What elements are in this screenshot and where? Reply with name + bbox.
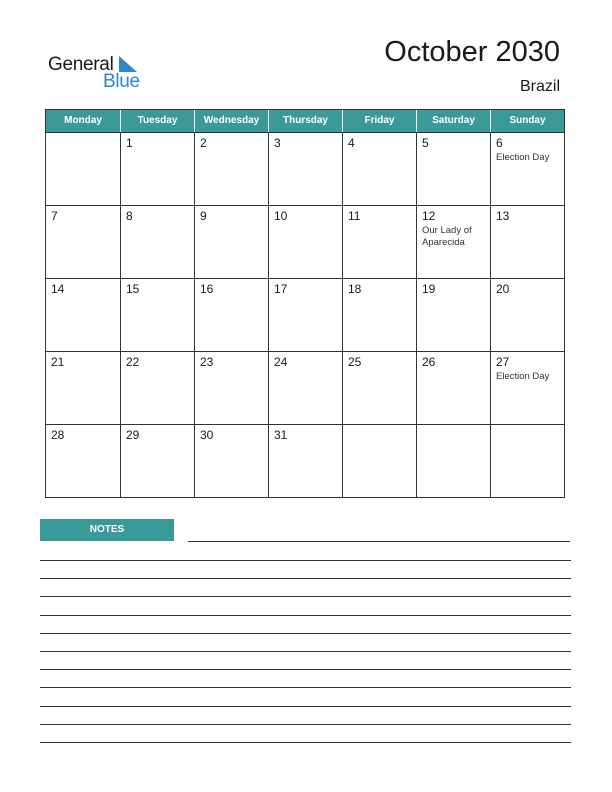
day-cell	[268, 424, 342, 497]
day-cell	[416, 205, 490, 278]
calendar-grid	[45, 109, 565, 498]
day-cell	[268, 278, 342, 351]
day-number: 22	[126, 355, 140, 369]
day-cell	[194, 205, 268, 278]
weekday-thursday: Thursday	[268, 110, 342, 132]
day-cell	[490, 351, 564, 424]
notes-line	[40, 633, 571, 634]
calendar-country: Brazil	[519, 78, 560, 95]
day-cell	[46, 351, 120, 424]
holiday-label: Our Lady of Aparecida	[422, 225, 472, 248]
day-number: 3	[274, 136, 281, 150]
weekday-tuesday: Tuesday	[120, 110, 194, 132]
day-cell	[46, 424, 120, 497]
day-cell	[342, 278, 416, 351]
day-cell	[46, 278, 120, 351]
notes-line	[40, 742, 571, 743]
day-number: 11	[348, 209, 361, 223]
day-cell	[120, 278, 194, 351]
day-number: 13	[496, 209, 510, 223]
day-cell	[490, 132, 564, 205]
day-number: 2	[200, 136, 207, 150]
day-cell	[268, 132, 342, 205]
day-number: 15	[126, 282, 140, 296]
day-number: 16	[200, 282, 214, 296]
day-number: 8	[126, 209, 133, 223]
weekday-monday: Monday	[64, 115, 102, 126]
day-cell	[120, 424, 194, 497]
notes-line	[40, 687, 571, 688]
general-blue-logo	[48, 54, 158, 94]
notes-line	[40, 706, 571, 707]
calendar-body	[46, 132, 564, 497]
day-cell	[490, 424, 564, 497]
day-number: 23	[200, 355, 214, 369]
day-number: 12	[422, 209, 436, 223]
day-cell	[268, 205, 342, 278]
day-number: 31	[274, 428, 288, 442]
day-cell	[342, 205, 416, 278]
notes-line	[40, 560, 571, 561]
day-cell	[416, 351, 490, 424]
weekday-saturday: Saturday	[416, 110, 490, 132]
day-cell	[416, 132, 490, 205]
day-cell	[194, 424, 268, 497]
logo-general-text: General	[48, 54, 114, 75]
notes-line	[40, 724, 571, 725]
notes-line	[40, 651, 571, 652]
day-number: 24	[274, 355, 288, 369]
day-cell	[194, 132, 268, 205]
holiday-label: Election Day	[496, 371, 550, 382]
holiday-label: Election Day	[496, 152, 550, 163]
day-number: 19	[422, 282, 436, 296]
day-cell	[416, 278, 490, 351]
day-cell	[416, 424, 490, 497]
day-cell	[120, 351, 194, 424]
day-number: 29	[126, 428, 140, 442]
logo-blue-text: Blue	[103, 71, 140, 92]
day-number: 30	[200, 428, 214, 442]
day-cell	[46, 205, 120, 278]
day-cell	[342, 424, 416, 497]
notes-line	[40, 669, 571, 670]
day-number: 18	[348, 282, 362, 296]
day-number: 4	[348, 136, 355, 150]
day-number: 7	[51, 209, 58, 223]
day-number: 20	[496, 282, 510, 296]
day-number: 26	[422, 355, 436, 369]
day-number: 28	[51, 428, 65, 442]
notes-line	[188, 541, 570, 542]
day-cell	[342, 351, 416, 424]
weekday-sunday: Sunday	[490, 110, 564, 132]
day-cell	[342, 132, 416, 205]
day-number: 10	[274, 209, 288, 223]
day-cell	[120, 205, 194, 278]
weekday-wednesday: Wednesday	[194, 110, 268, 132]
day-number: 27	[496, 355, 510, 369]
notes-line	[40, 615, 571, 616]
day-cell	[194, 351, 268, 424]
day-number: 25	[348, 355, 362, 369]
day-cell	[268, 351, 342, 424]
calendar-title: October 2030	[384, 36, 560, 68]
day-cell	[46, 132, 120, 205]
day-cell	[194, 278, 268, 351]
day-number: 21	[51, 355, 65, 369]
day-number: 17	[274, 282, 288, 296]
weekday-friday: Friday	[342, 110, 416, 132]
day-number: 14	[51, 282, 65, 296]
day-number: 1	[126, 136, 133, 150]
day-number: 5	[422, 136, 429, 150]
day-cell	[490, 205, 564, 278]
notes-line	[40, 578, 571, 579]
day-number: 6	[496, 136, 503, 150]
day-cell	[120, 132, 194, 205]
day-cell	[490, 278, 564, 351]
weekday-header-row	[46, 110, 564, 132]
day-number: 9	[200, 209, 207, 223]
notes-label: NOTES	[40, 519, 174, 541]
notes-line	[40, 596, 571, 597]
